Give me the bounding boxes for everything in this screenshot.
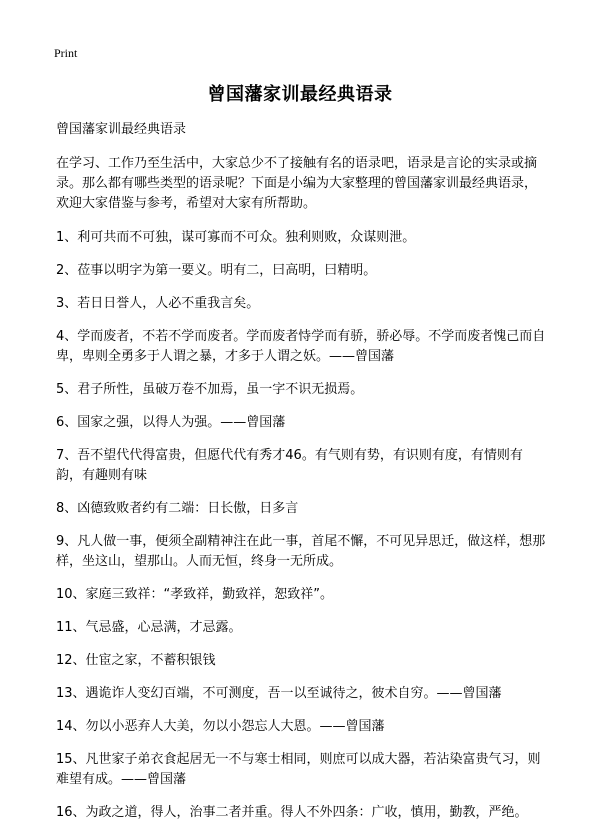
subtitle: 曾国藩家训最经典语录 (56, 122, 187, 137)
quote-item: 6、国家之强，以得人为强。——曾国藩 (56, 415, 286, 430)
quote-item: 11、气忌盛，心忌满，才忌露。 (56, 620, 242, 635)
page-title: 曾国藩家训最经典语录 (207, 84, 393, 105)
quote-item: 16、为政之道，得人，治事二者并重。得人不外四条：广收，慎用，勤教，严绝。 (56, 805, 528, 820)
quote-item: 12、仕宦之家，不蓄积银钱 (56, 653, 216, 668)
intro-paragraph: 在学习、工作乃至生活中，大家总少不了接触有名的语录吧，语录是言论的实录或摘录。那么都有哪些类型的语录呢？下面是小编为大家整理的曾国藩家训最经典语录，欢迎大家借鉴与参考，希望对大家有所帮助。 (56, 156, 538, 211)
quote-item: 10、家庭三致祥：“孝致祥，勤致祥，恕致祥”。 (56, 587, 334, 602)
quote-item: 2、莅事以明字为第一要义。明有二，曰高明，曰精明。 (56, 263, 377, 278)
quote-item: 13、遇诡诈人变幻百端，不可测度，吾一以至诚待之，彼术自穷。——曾国藩 (56, 686, 502, 701)
document-body (56, 120, 546, 836)
quote-item: 9、凡人做一事，便须全副精神注在此一事，首尾不懈，不可见异思迁，做这样，想那样，坐这山，望那山。人而无恒，终身一无所成。 (56, 534, 546, 569)
quote-item: 15、凡世家子弟衣食起居无一不与寒士相同，则庶可以成大器，若沾染富贵气习，则难望有成。——曾国藩 (56, 752, 541, 787)
quote-item: 4、学而废者，不若不学而废者。学而废者恃学而有骄，骄必辱。不学而废者愧己而自卑，卑则全勇多于人谓之暴，才多于人谓之妖。——曾国藩 (56, 329, 546, 364)
quote-item: 14、勿以小恶弃人大美，勿以小怨忘人大恩。——曾国藩 (56, 719, 385, 734)
quote-item: 7、吾不望代代得富贵，但愿代代有秀才46。有气则有势，有识则有度，有情则有韵，有趣则有味 (56, 448, 523, 483)
quote-item: 3、若日日誉人，人必不重我言矣。 (56, 296, 260, 311)
print-label: Print (54, 46, 78, 60)
quote-item: 1、利可共而不可独，谋可寡而不可众。独利则败，众谋则泄。 (56, 230, 416, 245)
quote-item: 8、凶德致败者约有二端：日长傲，日多言 (56, 501, 299, 516)
quote-list (56, 228, 546, 823)
quote-item: 5、君子所性，虽破万卷不加焉，虽一字不识无损焉。 (56, 382, 364, 397)
